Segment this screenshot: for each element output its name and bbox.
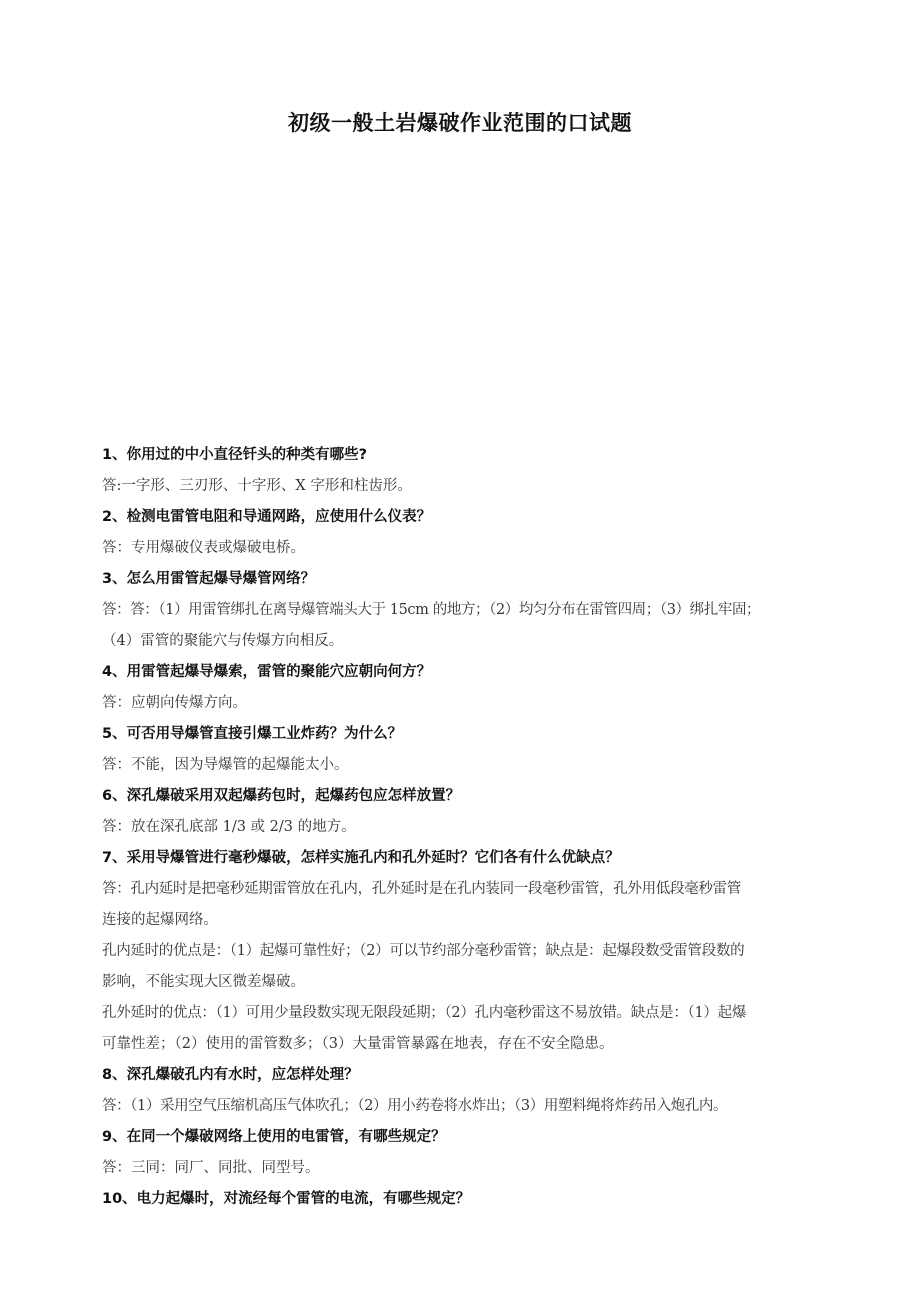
answer-line: 答：（1）采用空气压缩机高压气体吹孔；（2）用小药卷将水炸出；（3）用塑料绳将炸药吊入炮孔内。 — [102, 1098, 728, 1114]
answer-8 — [102, 1091, 830, 1122]
question-3: 3、怎么用雷管起爆导爆管网络？ — [102, 571, 316, 587]
question-7: 7、采用导爆管进行毫秒爆破，怎样实施孔内和孔外延时？它们各有什么优缺点？ — [102, 850, 620, 866]
document-title: 初级一般土岩爆破作业范围的口试题 — [288, 111, 632, 135]
answer-line: 答：孔内延时是把毫秒延期雷管放在孔内，孔外延时是在孔内装同一段毫秒雷管，孔外用低段毫秒雷管 — [102, 881, 741, 897]
question-5: 5、可否用导爆管直接引爆工业炸药？为什么？ — [102, 726, 403, 742]
question-2: 2、检测电雷管电阻和导通网路，应使用什么仪表？ — [102, 509, 432, 525]
question-9: 9、在同一个爆破网络上使用的电雷管，有哪些规定？ — [102, 1129, 446, 1145]
answer-line: 影响，不能实现大区微差爆破。 — [102, 974, 305, 990]
question-8: 8、深孔爆破孔内有水时，应怎样处理？ — [102, 1067, 359, 1083]
answer-line: 答：不能，因为导爆管的起爆能太小。 — [102, 757, 349, 773]
answer-line: 答：应朝向传爆方向。 — [102, 695, 247, 711]
answer-line: 孔内延时的优点是：（1）起爆可靠性好；（2）可以节约部分毫秒雷管；缺点是：起爆段数受雷管段数的 — [102, 943, 745, 959]
answer-line: 答：专用爆破仪表或爆破电桥。 — [102, 540, 305, 556]
answer-line: 答：三同：同厂、同批、同型号。 — [102, 1160, 320, 1176]
question-1: 1、你用过的中小直径钎头的种类有哪些? — [102, 447, 367, 463]
question-6: 6、深孔爆破采用双起爆药包时，起爆药包应怎样放置？ — [102, 788, 461, 804]
answer-line: 可靠性差；（2）使用的雷管数多；（3）大量雷管暴露在地表，存在不安全隐患。 — [102, 1036, 614, 1052]
answer-2 — [102, 533, 830, 564]
answer-5 — [102, 750, 830, 781]
answer-line: 孔外延时的优点：（1）可用少量段数实现无限段延期；（2）孔内毫秒雷这不易放错。缺点是：（1）起爆 — [102, 1005, 747, 1021]
answer-3 — [102, 595, 830, 657]
answer-1 — [102, 471, 830, 502]
answer-line: 答:一字形、三刃形、十字形、X 字形和柱齿形。 — [102, 478, 412, 494]
answer-4 — [102, 688, 830, 719]
question-10: 10、电力起爆时，对流经每个雷管的电流，有哪些规定？ — [102, 1191, 471, 1207]
qa-list — [102, 440, 830, 1215]
answer-line: 答：答：（1）用雷管绑扎在离导爆管端头大于 15cm 的地方；（2）均匀分布在雷管四周；（3）绑扎牢固； — [102, 602, 761, 618]
question-4: 4、用雷管起爆导爆索，雷管的聚能穴应朝向何方？ — [102, 664, 432, 680]
answer-line: 答：放在深孔底部 1/3 或 2/3 的地方。 — [102, 819, 356, 835]
answer-line: 连接的起爆网络。 — [102, 912, 218, 928]
answer-9 — [102, 1153, 830, 1184]
answer-7 — [102, 874, 830, 1060]
answer-line: （4）雷管的聚能穴与传爆方向相反。 — [102, 633, 344, 649]
answer-6 — [102, 812, 830, 843]
